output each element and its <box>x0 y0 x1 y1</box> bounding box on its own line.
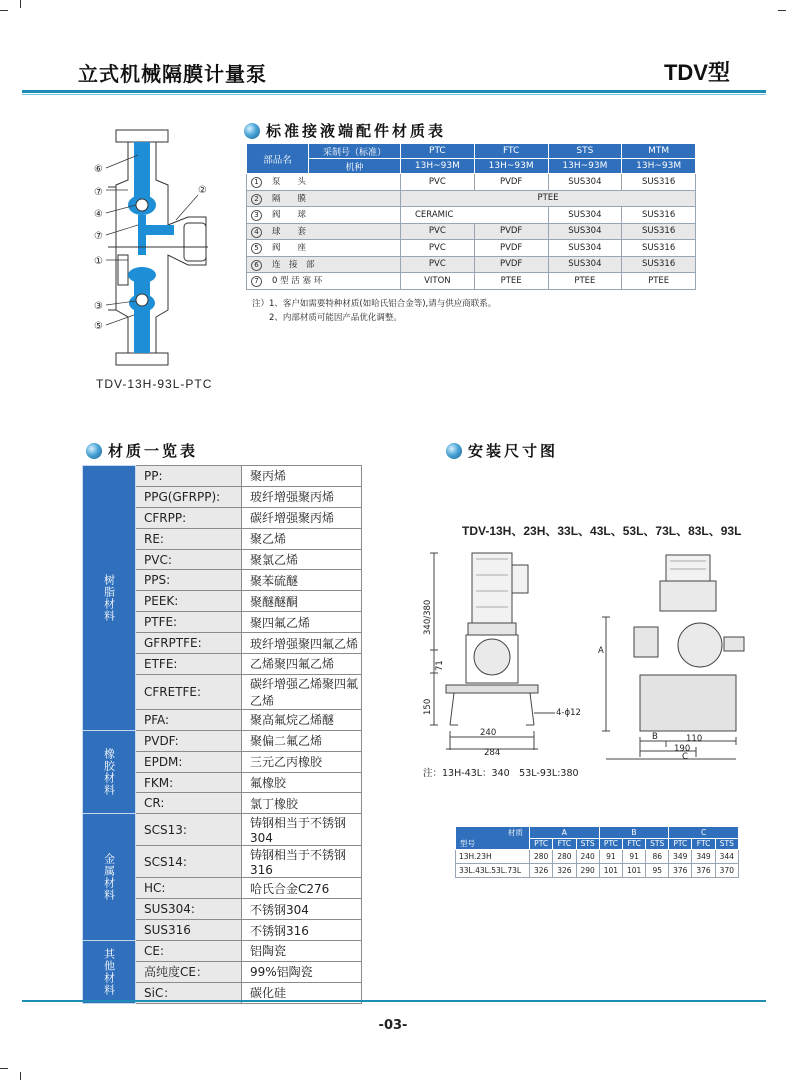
dims-value: 95 <box>646 864 669 878</box>
install-note: 注：13H-43L：340 53L-93L:380 <box>423 768 579 779</box>
dims-value: 376 <box>692 864 715 878</box>
dims-corner-header: 材质 型号 <box>456 827 530 850</box>
col-mtm: MTM <box>622 144 696 159</box>
dims-value: 349 <box>692 850 715 864</box>
dim-hole: 4-ϕ12 <box>556 708 581 718</box>
footer-divider <box>22 1000 766 1002</box>
dims-value: 240 <box>576 850 599 864</box>
material-desc: 不锈钢304 <box>242 899 362 920</box>
dim-B: B <box>652 732 658 742</box>
material-code: CFRPP: <box>136 507 242 528</box>
material-desc: 碳纤增强乙烯聚四氟乙烯 <box>242 674 362 709</box>
bullet-icon <box>86 443 102 459</box>
dims-group-A: A <box>530 827 600 839</box>
material-desc: 聚丙烯 <box>242 466 362 487</box>
dim-240: 240 <box>480 728 497 738</box>
material-code: PEEK: <box>136 591 242 612</box>
material-desc: 聚醚醚酮 <box>242 591 362 612</box>
pump-figure-caption: TDV-13H-93L-PTC <box>96 377 213 391</box>
material-category: 其他材料 <box>83 941 136 1004</box>
callout-6: ⑥ <box>94 164 103 175</box>
callout-7: ⑦ <box>94 187 103 198</box>
material-desc: 氟橡胶 <box>242 772 362 793</box>
material-code: PPG(GFRPP): <box>136 486 242 507</box>
dims-model: 13H.23H <box>456 850 530 864</box>
table-row <box>456 850 739 864</box>
dim-A: A <box>598 646 604 656</box>
table-row: 1 泵 头 PVC PVDF SUS304 SUS316 <box>247 174 696 191</box>
callout-5: ⑤ <box>94 321 103 332</box>
material-desc: 聚乙烯 <box>242 528 362 549</box>
install-models: TDV-13H、23H、33L、43L、53L、73L、83L、93L <box>462 524 742 538</box>
install-section-heading: 安装尺寸图 <box>446 440 558 461</box>
installation-dimension-diagram <box>410 545 755 765</box>
callout-4: ④ <box>94 209 103 220</box>
material-code: SUS304: <box>136 899 242 920</box>
material-desc: 玻纤增强聚四氟乙烯 <box>242 633 362 654</box>
page-title: 立式机械隔膜计量泵 <box>78 62 267 86</box>
dims-value: 280 <box>553 850 576 864</box>
material-desc: 99%铝陶瓷 <box>242 961 362 982</box>
dims-value: 290 <box>576 864 599 878</box>
material-category: 树脂材料 <box>83 466 136 731</box>
material-code: PP: <box>136 466 242 487</box>
col-ftc: FTC <box>474 144 548 159</box>
dims-value: 91 <box>623 850 646 864</box>
table-row: 2 隔 膜 PTEE <box>247 190 696 207</box>
col-sts: STS <box>548 144 622 159</box>
col-mtm-range: 13H~93M <box>622 159 696 174</box>
material-code: EPDM: <box>136 751 242 772</box>
pump-cross-section-diagram <box>88 125 223 370</box>
model-title: TDV型 <box>663 60 730 85</box>
material-desc: 三元乙丙橡胶 <box>242 751 362 772</box>
parts-material-table <box>246 143 696 290</box>
material-desc: 碳纤增强聚丙烯 <box>242 507 362 528</box>
dims-value: 344 <box>715 850 738 864</box>
dim-150: 150 <box>423 698 433 715</box>
col-part-name: 部品名 <box>247 144 309 174</box>
table-row <box>83 941 362 962</box>
table-row <box>83 466 362 487</box>
material-desc: 聚四氟乙烯 <box>242 612 362 633</box>
table-row <box>83 814 362 846</box>
header-divider-thin <box>22 94 766 95</box>
dims-value: 91 <box>599 850 622 864</box>
page-number: -03- <box>378 1018 408 1033</box>
material-desc: 聚氯乙烯 <box>242 549 362 570</box>
material-desc: 铝陶瓷 <box>242 941 362 962</box>
material-desc: 哈氏合金C276 <box>242 878 362 899</box>
material-code: SCS14: <box>136 846 242 878</box>
material-code: PFA: <box>136 709 242 730</box>
material-category: 橡胶材料 <box>83 730 136 814</box>
dims-model: 33L.43L.53L.73L <box>456 864 530 878</box>
parts-notes: 注）1、客户如需要特种材质(如哈氏铝合金等),请与供应商联系。 2、内部材质可能因产品优化调整。 <box>252 299 497 323</box>
dim-71: 71 <box>435 660 445 671</box>
material-code: 高纯度CE： <box>136 961 242 982</box>
callout-7b: ⑦ <box>94 231 103 242</box>
material-code: PVC: <box>136 549 242 570</box>
material-code: HC: <box>136 878 242 899</box>
crop-mark <box>0 10 8 11</box>
material-code: PVDF: <box>136 730 242 751</box>
table-row: 7 0 型 活 塞 环 VITON PTEE PTEE PTEE <box>247 273 696 290</box>
table-row: 5 阀 座 PVC PVDF SUS304 SUS316 <box>247 240 696 257</box>
material-desc: 乙烯聚四氟乙烯 <box>242 654 362 675</box>
crop-mark <box>0 1068 8 1069</box>
dim-C: C <box>682 752 688 762</box>
material-section-heading: 材质一览表 <box>86 440 198 461</box>
material-desc: 不锈钢316 <box>242 920 362 941</box>
material-code: CFRETFE: <box>136 674 242 709</box>
table-row: 4 球 套 PVC PVDF SUS304 SUS316 <box>247 223 696 240</box>
callout-2: ② <box>198 185 207 196</box>
dims-value: 326 <box>530 864 553 878</box>
material-category: 金属材料 <box>83 814 136 941</box>
bullet-icon <box>244 123 260 139</box>
dims-value: 101 <box>599 864 622 878</box>
col-spec-top: 采制号（标准） <box>309 144 401 159</box>
dims-value: 86 <box>646 850 669 864</box>
crop-mark <box>20 0 21 8</box>
material-code: RE: <box>136 528 242 549</box>
material-code: ETFE: <box>136 654 242 675</box>
dim-340-380: 340/380 <box>423 599 433 635</box>
dims-value: 349 <box>669 850 692 864</box>
dim-190: 190 <box>674 744 691 754</box>
material-desc: 铸钢相当于不锈钢316 <box>242 846 362 878</box>
material-code: SUS316 <box>136 920 242 941</box>
material-code: PPS: <box>136 570 242 591</box>
dims-value: 280 <box>530 850 553 864</box>
bullet-icon <box>446 443 462 459</box>
col-sts-range: 13H~93M <box>548 159 622 174</box>
material-desc: 聚苯硫醚 <box>242 570 362 591</box>
crop-mark <box>778 10 786 11</box>
material-code: SCS13: <box>136 814 242 846</box>
crop-mark <box>20 1072 21 1080</box>
material-desc: 氯丁橡胶 <box>242 793 362 814</box>
material-desc: 聚高氟烷乙烯醚 <box>242 709 362 730</box>
table-row: 3 阀 球 CERAMIC SUS304 SUS316 <box>247 207 696 224</box>
callout-1: ① <box>94 256 103 267</box>
material-code: GFRPTFE: <box>136 633 242 654</box>
col-spec-bottom: 机种 <box>309 159 401 174</box>
material-code: CR: <box>136 793 242 814</box>
dims-group-B: B <box>599 827 668 839</box>
dim-284: 284 <box>484 748 501 758</box>
material-code: FKM: <box>136 772 242 793</box>
material-desc: 铸钢相当于不锈钢304 <box>242 814 362 846</box>
col-ftc-range: 13H~93M <box>474 159 548 174</box>
table-row: 6 连 接 部 PVC PVDF SUS304 SUS316 <box>247 256 696 273</box>
header-divider <box>22 90 766 93</box>
table-row <box>456 864 739 878</box>
col-ptc-range: 13H~93M <box>401 159 475 174</box>
callout-3: ③ <box>94 301 103 312</box>
material-list-table <box>82 465 362 1004</box>
dimensions-table: 材质 型号 A B C PTC FTC STS PTC FTC STS PTC FTC STS 13H.23H 280 280 240 91 91 86 349 349 344 33L.43L.53L.73L 326 326 290 101 101 95 376 376 370 <box>455 826 739 878</box>
dims-value: 101 <box>623 864 646 878</box>
table-row <box>83 730 362 751</box>
col-ptc: PTC <box>401 144 475 159</box>
dims-value: 370 <box>715 864 738 878</box>
dims-group-C: C <box>669 827 739 839</box>
dim-110: 110 <box>686 734 703 744</box>
material-desc: 玻纤增强聚丙烯 <box>242 486 362 507</box>
dims-value: 326 <box>553 864 576 878</box>
material-desc: 聚偏二氟乙烯 <box>242 730 362 751</box>
material-desc: 碳化硅 <box>242 982 362 1003</box>
material-code: CE: <box>136 941 242 962</box>
material-code: SiC： <box>136 982 242 1003</box>
material-code: PTFE: <box>136 612 242 633</box>
dims-value: 376 <box>669 864 692 878</box>
parts-section-heading: 标准接液端配件材质表 <box>244 120 446 141</box>
